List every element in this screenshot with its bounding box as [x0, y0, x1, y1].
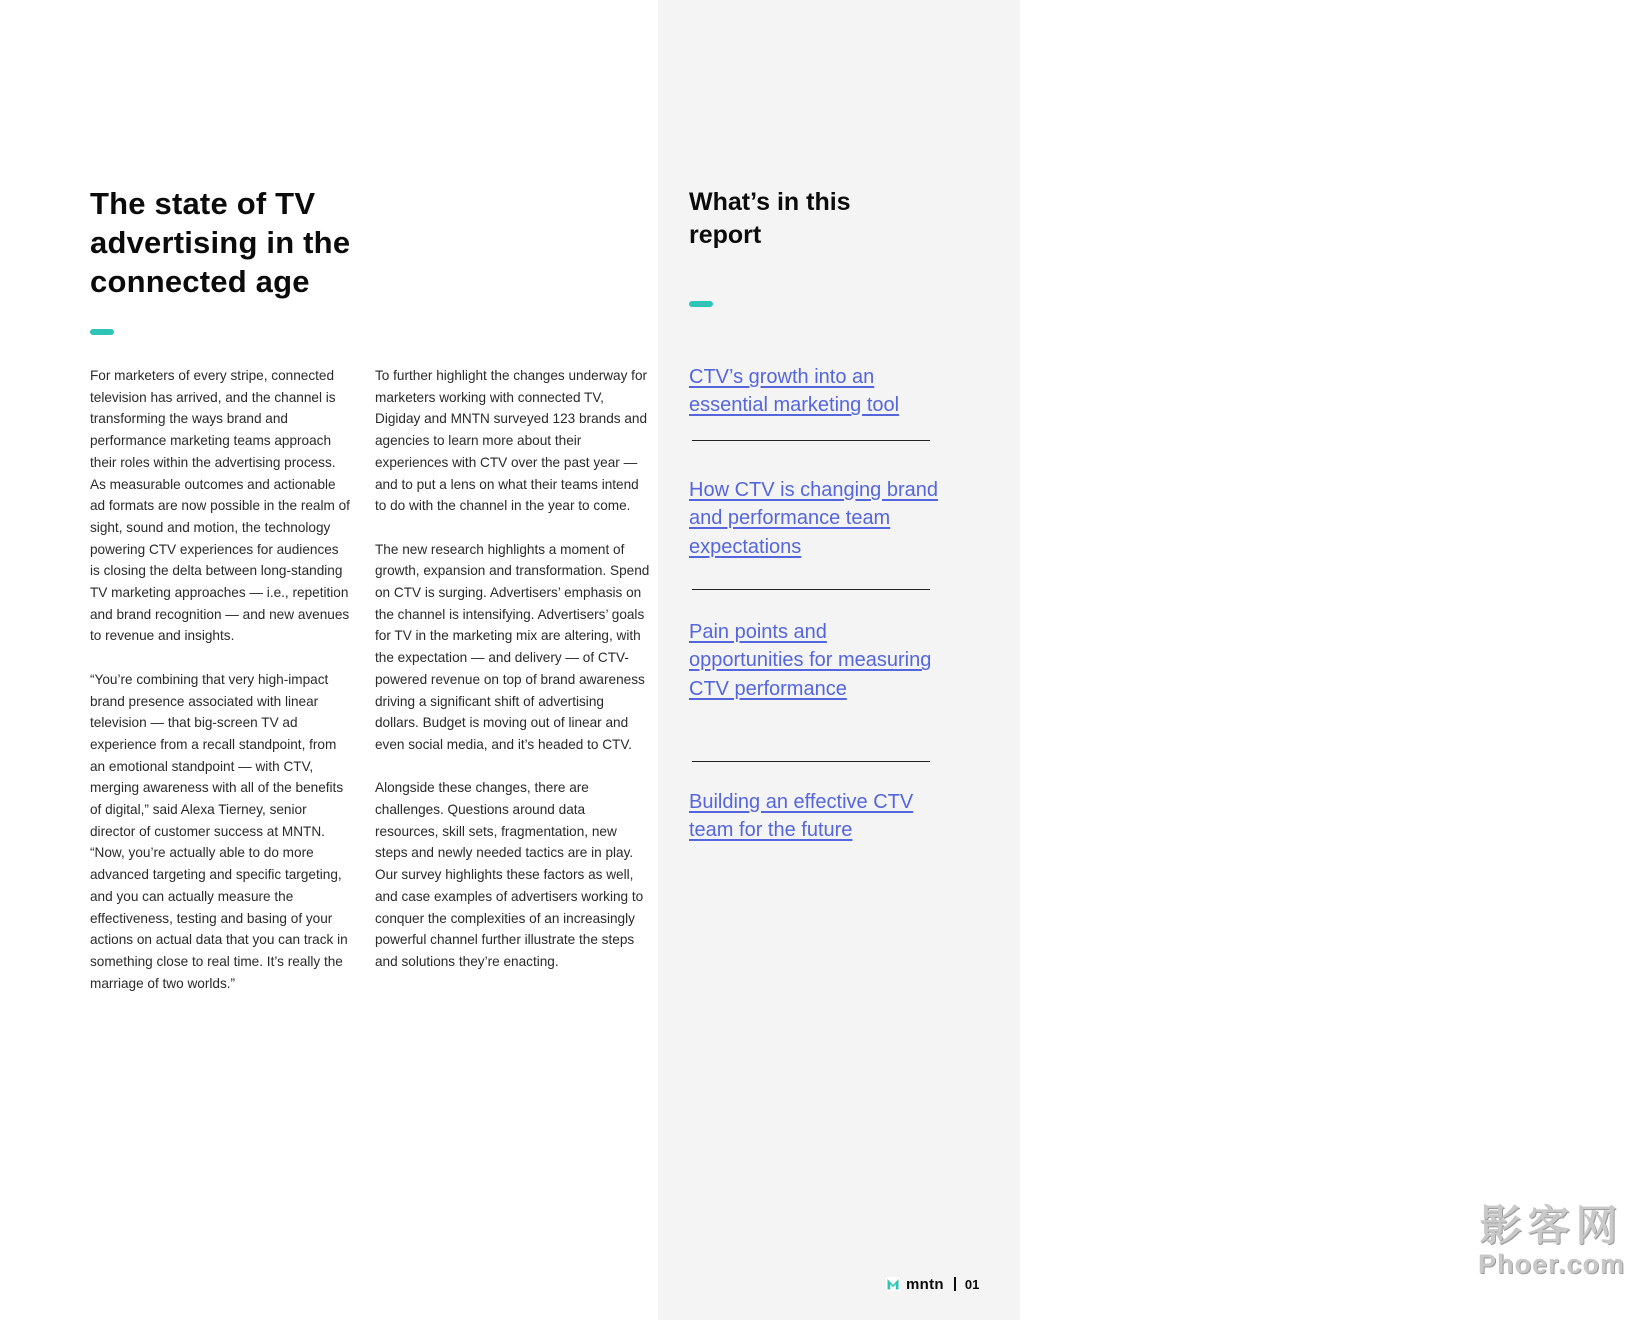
toc-link-ctv-growth[interactable]: CTV’s growth into an essential marketing tool: [689, 366, 900, 417]
watermark-cjk-text: 影客网: [1479, 1202, 1624, 1249]
watermark-latin-text: Phoer.com: [1477, 1249, 1626, 1279]
page-number: 01: [964, 1276, 980, 1292]
toc-link-ctv-team[interactable]: Building an effective CTV team for the future: [689, 791, 914, 842]
page-title: The state of TV advertising in the connected age: [90, 186, 351, 299]
body-paragraph: To further highlight the changes underway for marketers working with connected TV, Digiday and MNTN surveyed 123 brands and agencies to learn more about their experiences with CTV over the past year — and to put a lens on what their teams intend to do with the channel in the year to come.: [375, 368, 648, 514]
watermark: [1464, 1202, 1639, 1278]
sidebar-title: What’s in this report: [689, 188, 851, 249]
body-paragraph: For marketers of every stripe, connected television has arrived, and the channel is transforming the ways brand and performance marketing teams approach their roles within the advertising process. As measurable outcomes and actionable ad formats are now possible in the realm of sight, sound and motion, the technology powering CTV experiences for audiences is closing the delta between long-standing TV marketing approaches — i.e., repetition and brand recognition — and new avenues to revenue and insights.: [90, 368, 350, 644]
toc-divider: [692, 761, 930, 762]
footer-separator: [954, 1277, 956, 1291]
mntn-logo-icon: [886, 1277, 900, 1291]
toc-divider: [692, 589, 930, 590]
body-column-right: [375, 365, 650, 994]
brand-logo-text: mntn: [906, 1275, 944, 1293]
body-column-left: [90, 365, 352, 1016]
body-paragraph: The new research highlights a moment of growth, expansion and transformation. Spend on CTV is surging. Advertisers’ emphasis on the channel is intensifying. Advertisers’ goals for TV in the marketing mix are altering, with the expectation — and delivery — of CTV-powered revenue on top of brand awareness driving a significant shift of advertising dollars. Budget is moving out of linear and even social media, and it’s headed to CTV.: [375, 541, 650, 752]
page-footer: [886, 1274, 979, 1294]
main-content: [0, 0, 658, 1320]
body-paragraph: Alongside these changes, there are challenges. Questions around data resources, skill sets, fragmentation, new steps and newly needed tactics are in play. Our survey highlights these factors as well, and case examples of advertisers working to conquer the complexities of an increasingly powerful channel further illustrate the steps and solutions they’re enacting.: [375, 780, 644, 969]
toc-divider: [692, 440, 930, 441]
title-accent-bar: [90, 329, 114, 335]
toc-link-team-expectations[interactable]: How CTV is changing brand and performance team expectations: [689, 479, 939, 558]
toc-link-measurement[interactable]: Pain points and opportunities for measuring CTV performance: [689, 621, 932, 700]
sidebar-accent-bar: [689, 301, 713, 307]
body-paragraph: “You’re combining that very high-impact brand presence associated with linear television — that big-screen TV ad experience from a recall standpoint, from an emotional standpoint — with CTV, merging awareness with all of the benefits of digital,” said Alexa Tierney, senior director of customer success at MNTN. “Now, you’re actually able to do more advanced targeting and specific targeting, and you can actually measure the effectiveness, testing and basing of your actions on actual data that you can track in something close to real time. It’s really the marriage of two worlds.”: [90, 671, 348, 991]
